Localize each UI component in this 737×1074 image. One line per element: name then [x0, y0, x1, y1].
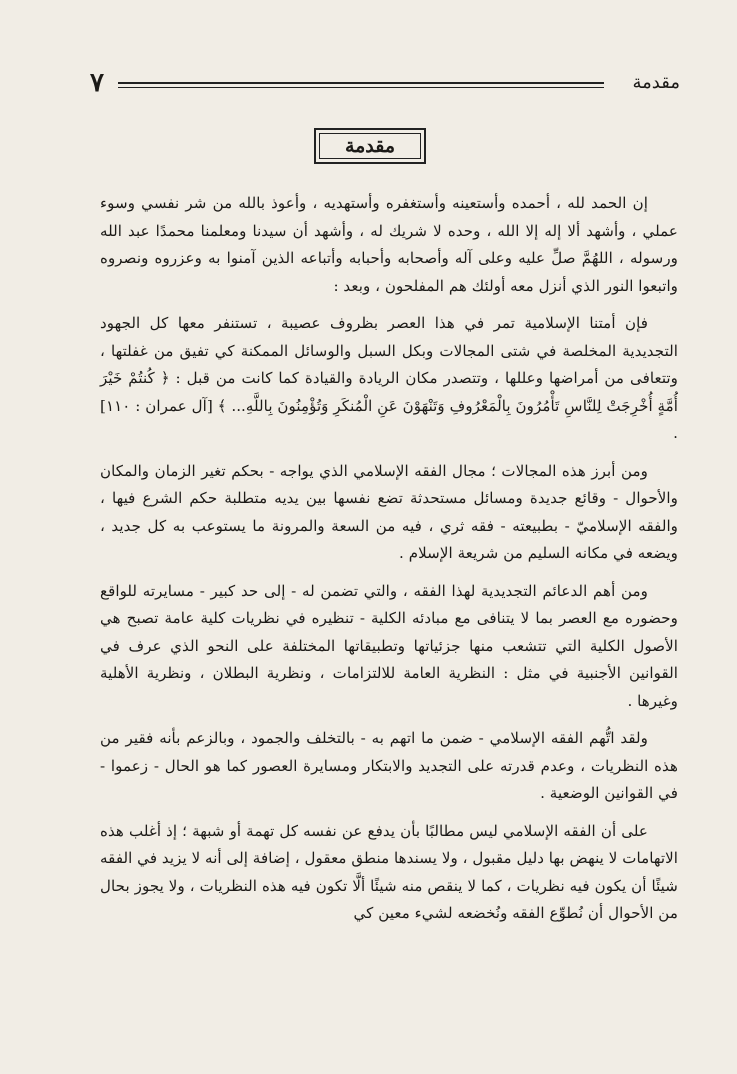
- paragraph-theories: ومن أهم الدعائم التجديدية لهذا الفقه ، والتي تضمن له - إلى حد كبير - مسايرته للواقع وحضوره مع العصر بما لا يتنافى مع مبادئه الكلية - تنظيره في نظريات كلية عامة تصبح هي الأصول الكلية التي تتشعب منها جزئياتها وتطبيقاتها المختلفة على النحو الذي عرف في القوانين الأجنبية في مثل : النظرية العامة للالتزامات ، ونظرية البطلان ، ونظرية الأهلية وغيرها .: [100, 581, 678, 710]
- body-text: [100, 190, 678, 938]
- page-number: ٧: [90, 68, 104, 98]
- paragraph-intro: إن الحمد لله ، أحمده وأستعينه وأستغفره وأستهديه ، وأعوذ بالله من شر نفسي وسوء عملي ، وأشهد ألا إله إلا الله ، وحده لا شريك له ، وأشهد أن سيدنا ومعلمنا محمدًا عبد الله ورسوله ، اللهُمَّ صلِّ عليه وعلى آله وأصحابه وأحبابه وأتباعه الذين آمنوا به وعزروه ونصروه واتبعوا النور الذي أنزل معه أولئك هم المفلحون ، وبعد :: [100, 194, 678, 295]
- header-rule-thin: [118, 87, 604, 88]
- quran-verse: ﴿ كُنتُمْ خَيْرَ أُمَّةٍ أُخْرِجَتْ لِلنَّاسِ تَأْمُرُونَ بِالْمَعْرُوفِ وَتَنْهَوْنَ عَنِ الْمُنكَرِ وَتُؤْمِنُونَ بِاللَّهِ... ﴾: [100, 369, 679, 415]
- running-title: مقدمة: [632, 72, 680, 93]
- paragraph-accusation: ولقد اتُّهم الفقه الإسلامي - ضمن ما اتهم به - بالتخلف والجمود ، وبالزعم بأنه فقير من هذه النظريات ، وعدم قدرته على التجديد والابتكار ومسايرة العصور كما هو الحال - زعموا - في القوانين الوضعية .: [100, 729, 678, 802]
- paragraph-response: على أن الفقه الإسلامي ليس مطالبًا بأن يدفع عن نفسه كل تهمة أو شبهة ؛ إذ أغلب هذه الاتهامات لا ينهض بها دليل مقبول ، ولا يسندها منطق معقول ، إضافة إلى أنه لا يزيد في الفقه شيئًا أن يكون فيه نظريات ، كما لا ينقص منه شيئًا ألَّا تكون فيه هذه النظريات ، ولا يجوز بحال من الأحوال أن نُطوِّع الفقه ونُخضعه لشيء معين كي: [100, 821, 678, 922]
- section-title: مقدمة: [319, 133, 421, 159]
- paragraph-fiqh-field: ومن أبرز هذه المجالات ؛ مجال الفقه الإسلامي الذي يواجه - بحكم تغير الزمان والمكان والأحوال - وقائع جديدة ومسائل مستحدثة تضع نفسها بين يديه متطلبة حكم الشرع فيها ، والفقه الإسلاميّ - بطبيعته - فقه ثري ، فيه من السعة والمرونة ما يستوعب به كل جديد ، ويضعه في مكانه السليم من شريعة الإسلام .: [100, 461, 678, 562]
- paragraph-ummah: [100, 310, 678, 448]
- section-title-frame: [314, 128, 426, 164]
- page-header: [90, 68, 680, 98]
- paragraph-text: فإن أمتنا الإسلامية تمر في هذا العصر بظروف عصيبة ، تستنفر معها كل الجهود التجديدية المخلصة في شتى المجالات وبكل السبل والوسائل الممكنة كي تفيق من غفلتها ، وتتعافى من أمراضها وعللها ، وتتصدر مكان الريادة والقيادة كما كانت من قبل :: [100, 314, 678, 387]
- verse-citation: [آل عمران : ١١٠] .: [100, 396, 678, 442]
- header-rule: [118, 82, 604, 84]
